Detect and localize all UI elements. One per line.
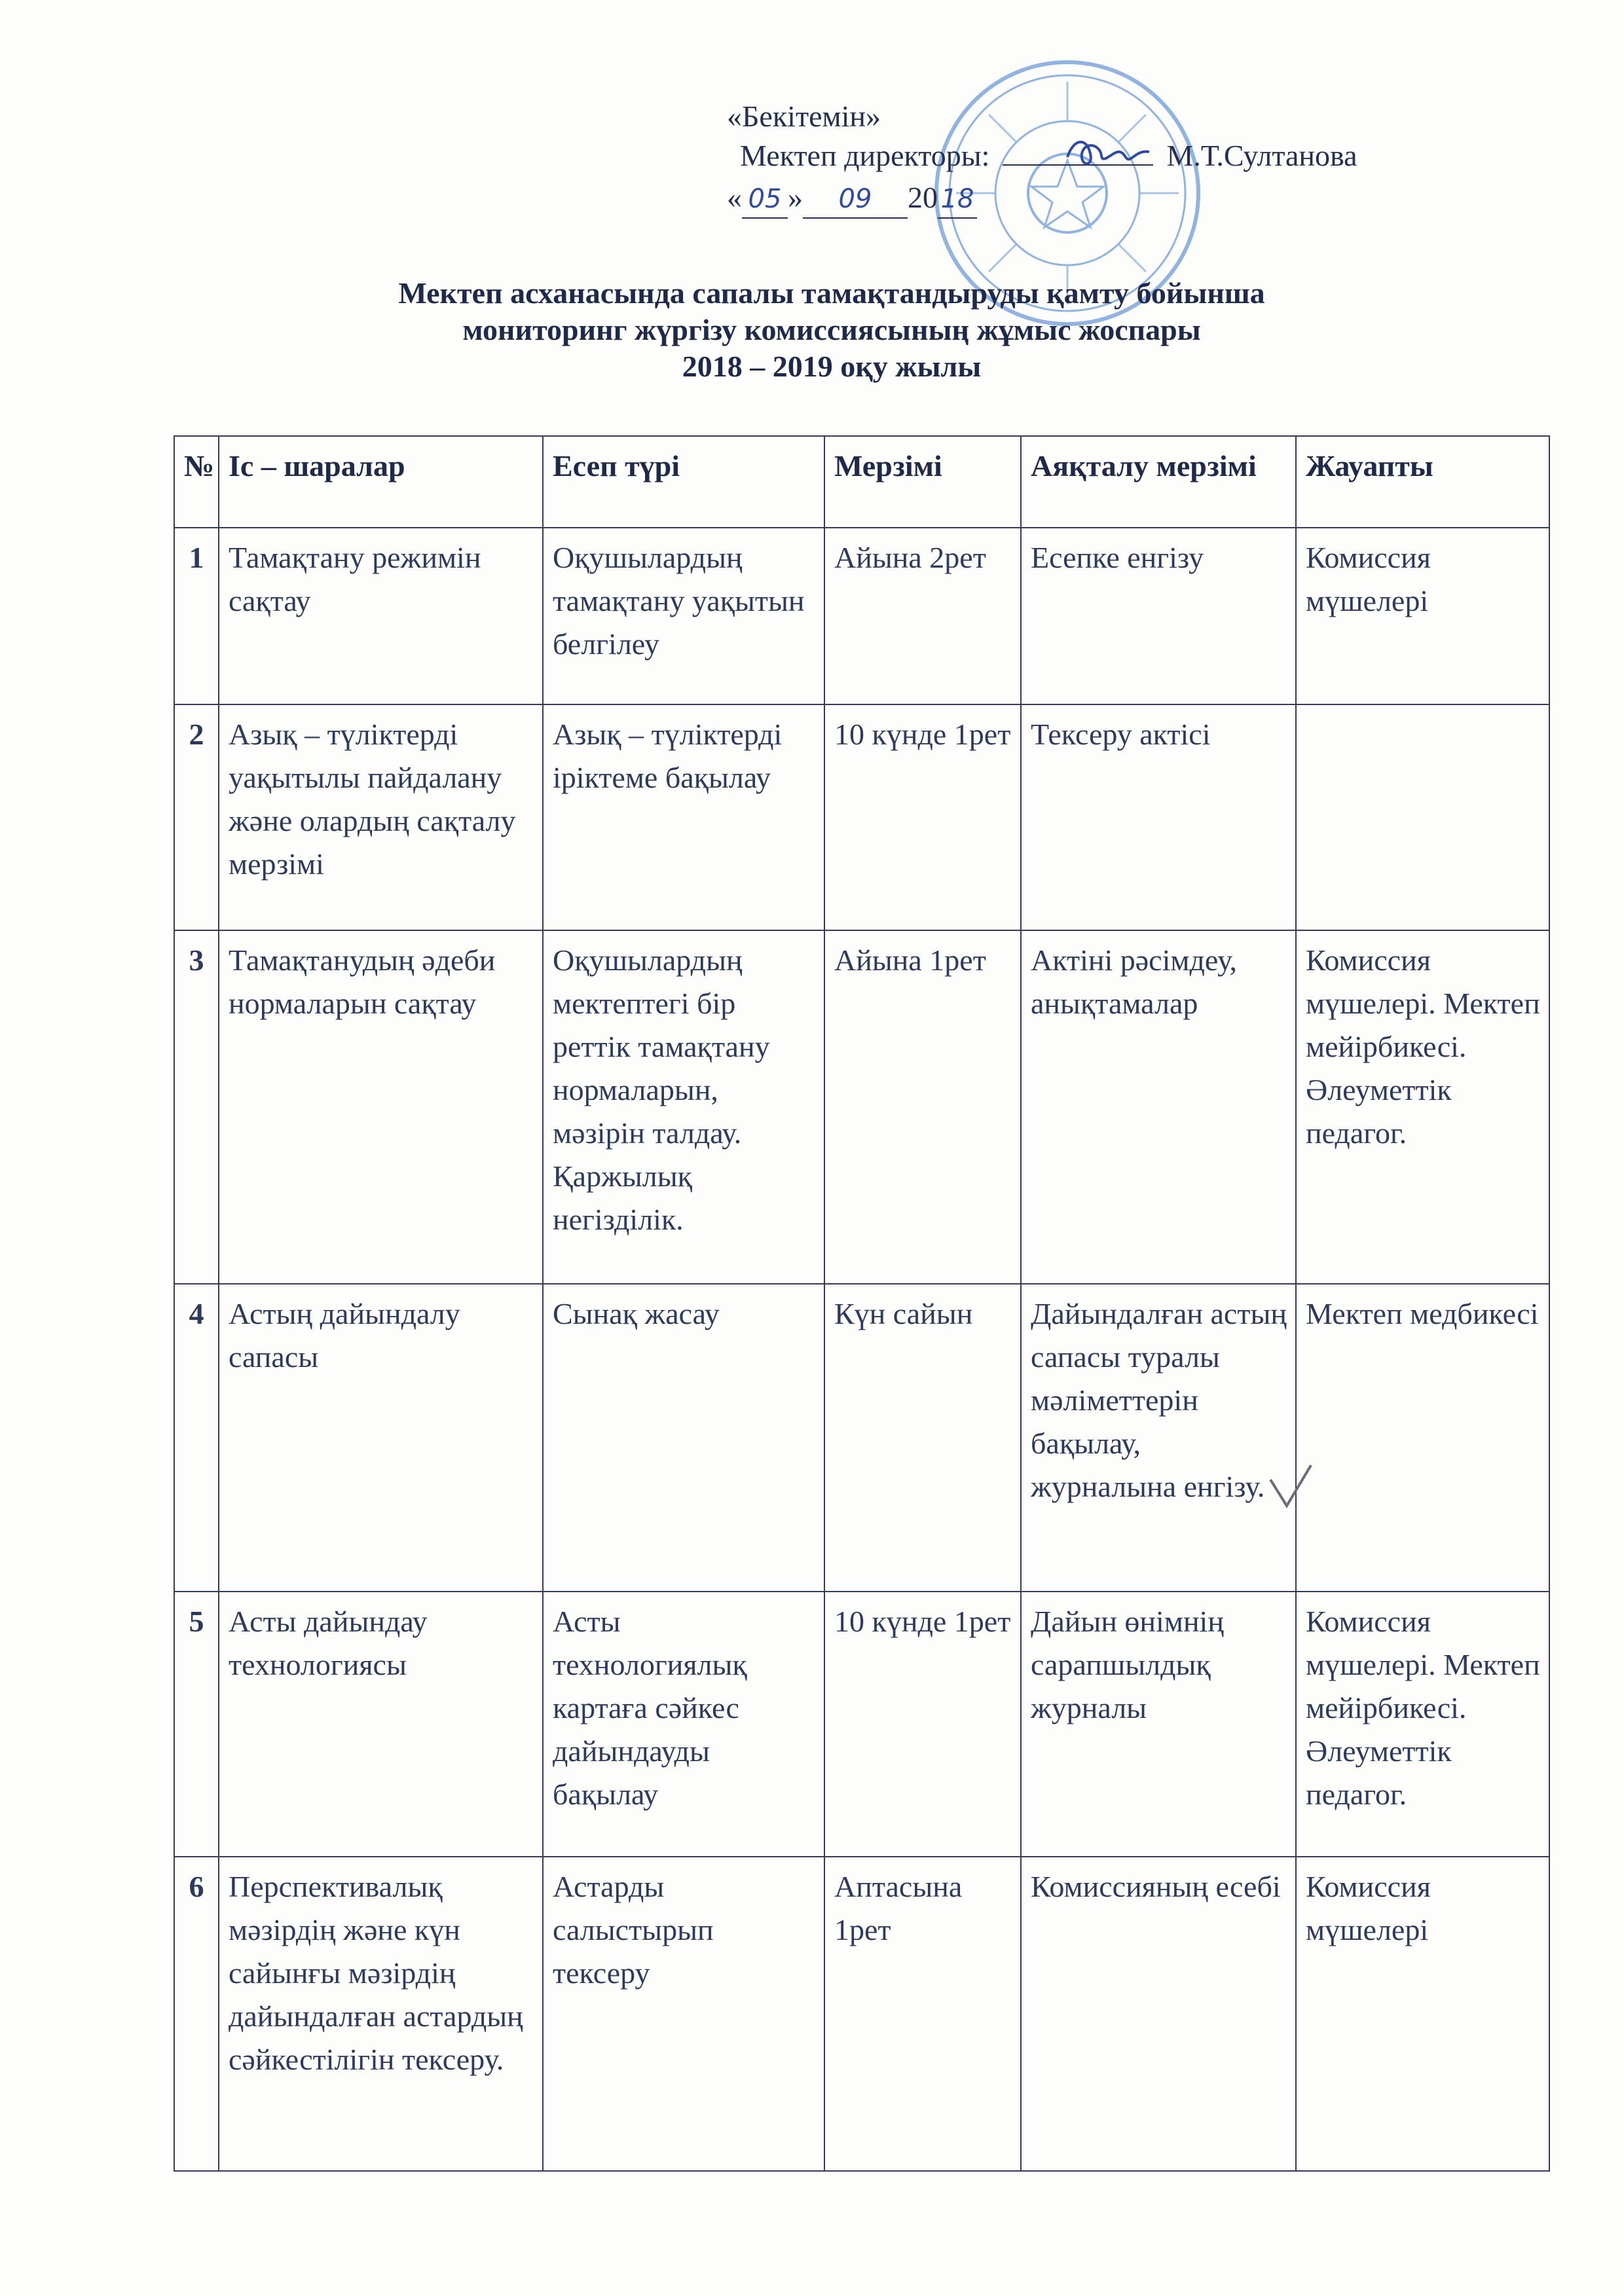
signature-icon xyxy=(1061,124,1153,177)
row-responsible: Комиссия мүшелері. Мектеп мейірбикесі. Әлеуметтік педагог. xyxy=(1296,930,1549,1284)
date-year-suffix: 18 xyxy=(938,181,977,219)
row-end: Дайындалған астың сапасы туралы мәліметтерін бақылау, журналына енгізу. xyxy=(1021,1284,1296,1592)
row-term: Аптасына 1рет xyxy=(824,1857,1021,2171)
header-activity: Іс – шаралар xyxy=(219,436,543,528)
row-num: 4 xyxy=(174,1284,219,1592)
date-year-prefix: 20 xyxy=(908,181,938,214)
row-activity: Асты дайындау технологиясы xyxy=(219,1592,543,1857)
table-row xyxy=(174,1284,1549,1592)
row-report: Оқушылардың тамақтану уақытын белгілеу xyxy=(543,528,824,704)
row-responsible: Комиссия мүшелері xyxy=(1296,1857,1549,2171)
row-term: Айына 1рет xyxy=(824,930,1021,1284)
row-term: 10 күнде 1рет xyxy=(824,1592,1021,1857)
row-activity: Тамақтанудың әдеби нормаларын сақтау xyxy=(219,930,543,1284)
row-term: Күн сайын xyxy=(824,1284,1021,1592)
director-name: М.Т.Султанова xyxy=(1166,139,1357,172)
title-line-1: Мектеп асханасында сапалы тамақтандыруды қамту бойынша xyxy=(398,276,1265,310)
row-num: 3 xyxy=(174,930,219,1284)
row-report: Асты технологиялық картаға сәйкес дайындауды бақылау xyxy=(543,1592,824,1857)
date-month: 09 xyxy=(803,181,908,219)
row-activity: Азық – түліктерді уақытылы пайдалану және олардың сақталу мерзімі xyxy=(219,704,543,930)
director-label: Мектеп директоры: xyxy=(740,139,990,172)
row-responsible: Комиссия мүшелері xyxy=(1296,528,1549,704)
row-report: Сынақ жасау xyxy=(543,1284,824,1592)
row-end: Комиссияның есебі xyxy=(1021,1857,1296,2171)
work-plan-table xyxy=(174,435,1550,2172)
title-line-2: мониторинг жүргізу комиссиясының жұмыс жоспары xyxy=(462,313,1201,346)
row-term: 10 күнде 1рет xyxy=(824,704,1021,930)
document-title xyxy=(157,275,1506,385)
row-report: Оқушылардың мектептегі бір реттік тамақтану нормаларын, мәзірін талдау. Қаржылық негізділік. xyxy=(543,930,824,1284)
row-responsible xyxy=(1296,704,1549,930)
approved-label: «Бекітемін» xyxy=(727,100,881,133)
header-report: Есеп түрі xyxy=(543,436,824,528)
row-num: 5 xyxy=(174,1592,219,1857)
row-end: Актіні рәсімдеу, анықтамалар xyxy=(1021,930,1296,1284)
row-report: Азық – түліктерді іріктеме бақылау xyxy=(543,704,824,930)
row-num: 6 xyxy=(174,1857,219,2171)
table-row xyxy=(174,704,1549,930)
table-row xyxy=(174,528,1549,704)
row-end: Дайын өнімнің сарапшылдық журналы xyxy=(1021,1592,1296,1857)
row-activity: Перспективалық мәзірдің және күн сайынғы мәзірдің дайындалған астардың сәйкестілігін тексеру. xyxy=(219,1857,543,2171)
check-icon xyxy=(1264,1460,1316,1512)
row-end: Есепке енгізу xyxy=(1021,528,1296,704)
row-end: Тексеру актісі xyxy=(1021,704,1296,930)
date-close: » xyxy=(788,181,803,214)
row-term: Айына 2рет xyxy=(824,528,1021,704)
table-row xyxy=(174,1592,1549,1857)
table-row xyxy=(174,1857,1549,2171)
header-term: Мерзімі xyxy=(824,436,1021,528)
title-line-3: 2018 – 2019 оқу жылы xyxy=(682,350,982,383)
date-open: « xyxy=(727,181,742,214)
row-responsible: Комиссия мүшелері. Мектеп мейірбикесі. Әлеуметтік педагог. xyxy=(1296,1592,1549,1857)
table-header-row xyxy=(174,436,1549,528)
date-day: 05 xyxy=(742,181,788,219)
row-activity: Астың дайындалу сапасы xyxy=(219,1284,543,1592)
header-end: Аяқталу мерзімі xyxy=(1021,436,1296,528)
row-num: 2 xyxy=(174,704,219,930)
header-responsible: Жауапты xyxy=(1296,436,1549,528)
row-num: 1 xyxy=(174,528,219,704)
header-num: № xyxy=(174,436,219,528)
row-activity: Тамақтану режимін сақтау xyxy=(219,528,543,704)
row-report: Астарды салыстырып тексеру xyxy=(543,1857,824,2171)
row-responsible: Мектеп медбикесі xyxy=(1296,1284,1549,1592)
table-row xyxy=(174,930,1549,1284)
